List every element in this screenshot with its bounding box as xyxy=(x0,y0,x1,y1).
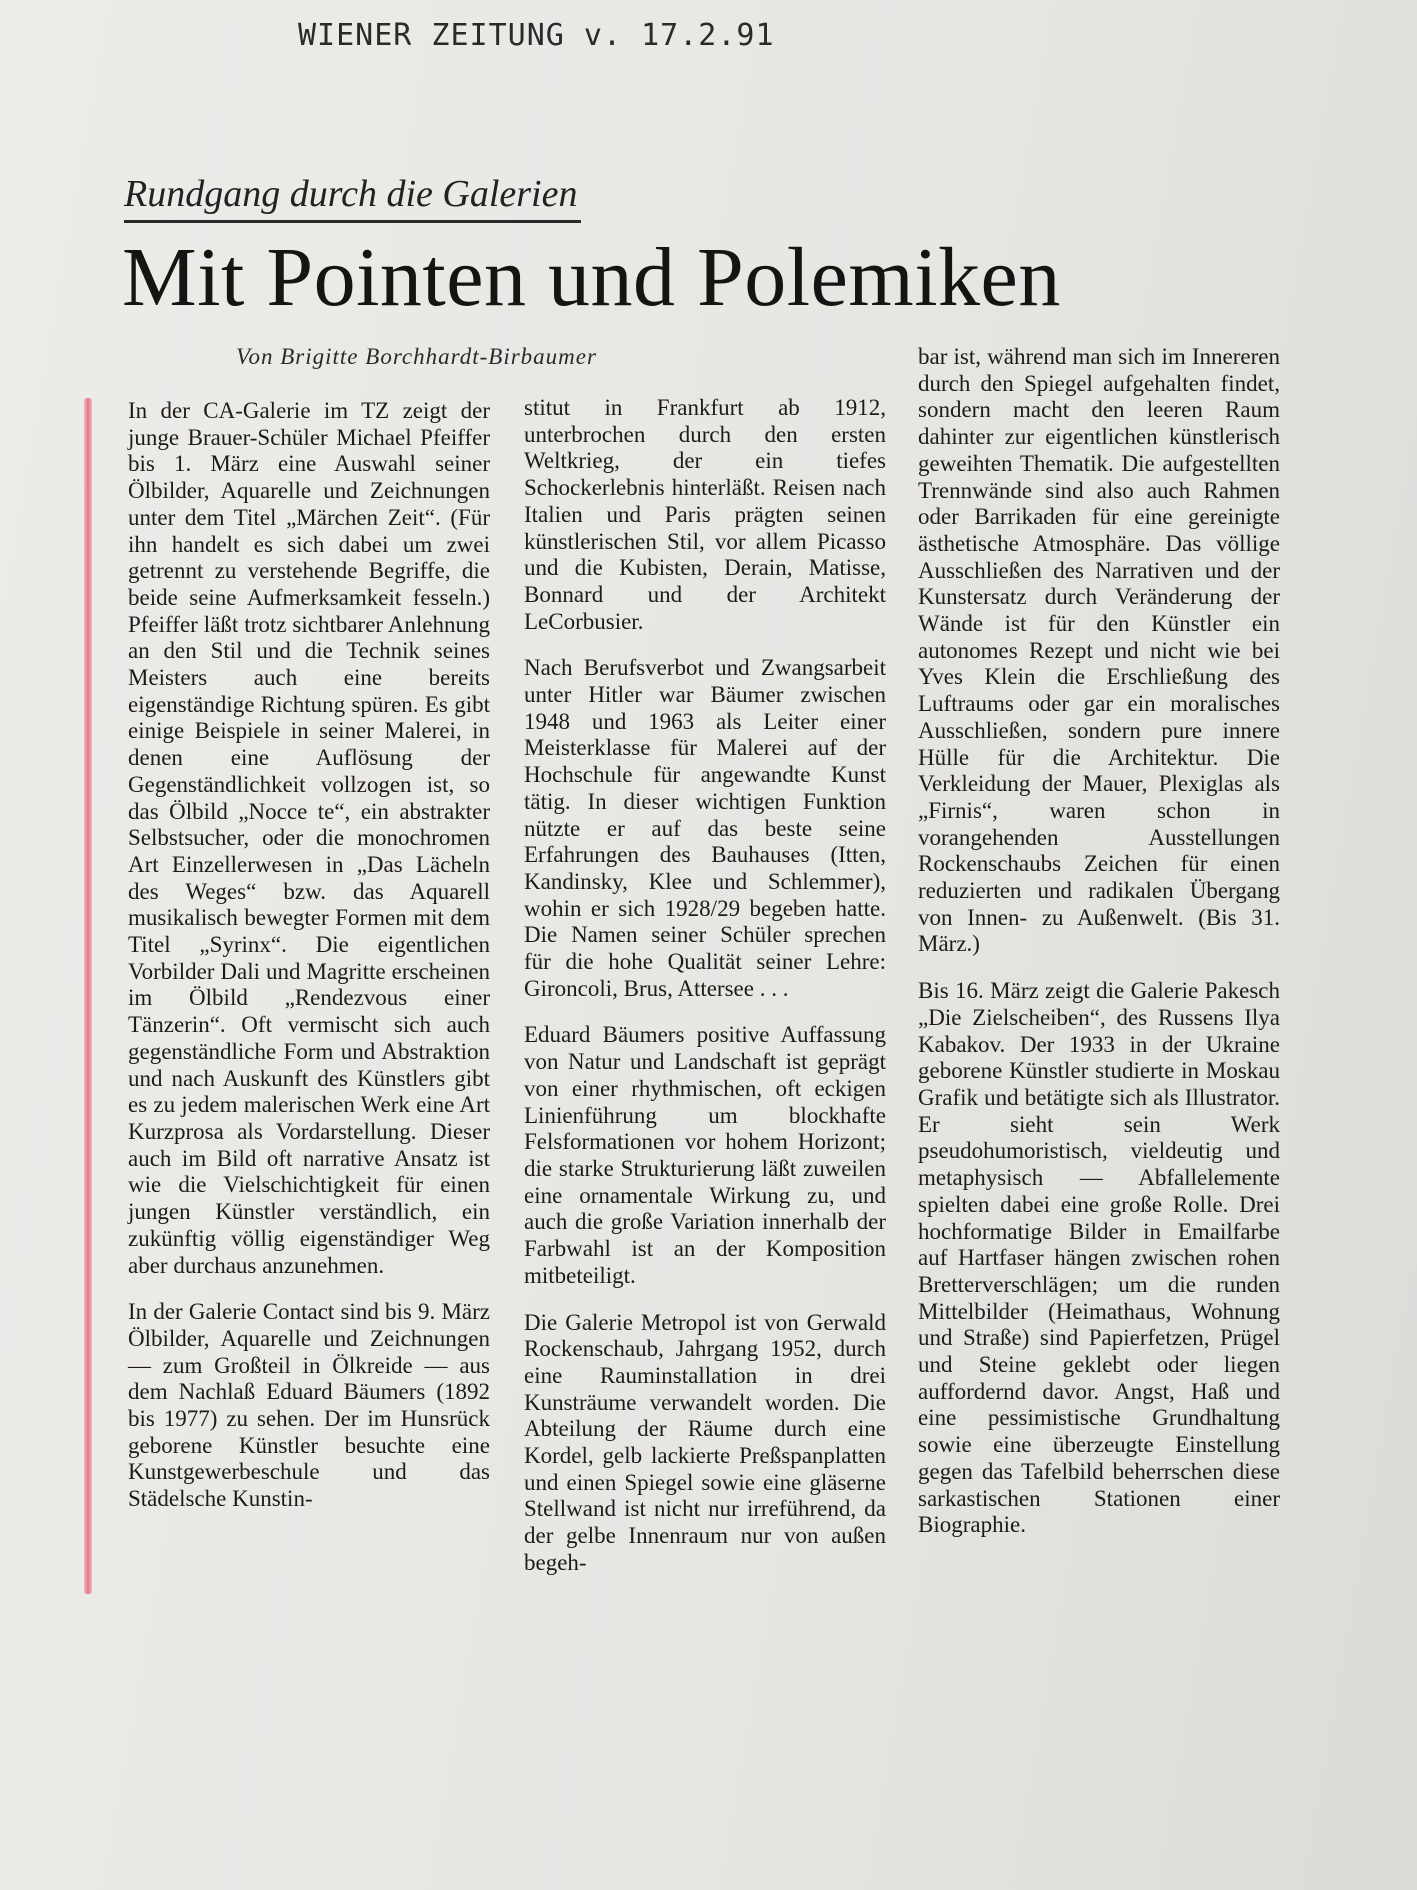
paragraph: Die Galerie Metropol ist von Gerwald Rockenschaub, Jahrgang 1952, durch eine Rauminstallation in drei Kunsträume verwandelt worden. Die Abteilung der Räume durch eine Kordel, gelb lackierte Preßspanplatten und einen Spiegel sowie eine gläserne Stellwand ist nicht nur irreführend, da der gelbe Innenraum nur von außen begeh- xyxy=(524,1309,886,1575)
paragraph: Nach Berufsverbot und Zwangsarbeit unter Hitler war Bäumer zwischen 1948 und 1963 als Leiter einer Meisterklasse für Malerei auf der Hochschule für angewandte Kunst tätig. In dieser wichtigen Funktion nützte er auf das beste seine Erfahrungen des Bauhauses (Itten, Kandinsky, Klee und Schlemmer), wohin er sich 1928/29 begeben hatte. Die Namen seiner Schüler sprechen für die hohe Qualität seiner Lehre: Gironcoli, Brus, Attersee . . . xyxy=(524,655,886,1001)
byline: Von Brigitte Borchhardt-Birbaumer xyxy=(236,344,597,369)
paragraph: In der Galerie Contact sind bis 9. März Ölbilder, Aquarelle und Zeichnungen — zum Großteil in Ölkreide — aus dem Nachlaß Eduard Bäumers (1892 bis 1977) zu sehen. Der im Hunsrück geborene Künstler besuchte eine Kunstgewerbeschule und das Städelsche Kunstin- xyxy=(128,1299,490,1512)
section-kicker: Rundgang durch die Galerien xyxy=(124,172,581,223)
article-column-2 xyxy=(524,395,886,1597)
paragraph: Eduard Bäumers positive Auffassung von Natur und Landschaft ist geprägt von einer rhythmischen, oft eckigen Linienführung um blockhafte Felsformationen vor hohem Horizont; die starke Strukturierung läßt zuweilen eine ornamentale Wirkung zu, und auch die große Variation innerhalb der Farbwahl ist an der Komposition mitbeteiligt. xyxy=(524,1022,886,1288)
article-headline: Mit Pointen und Polemiken xyxy=(122,231,1061,324)
paragraph: stitut in Frankfurt ab 1912, unterbrochen durch den ersten Weltkrieg, der ein tiefes Schockerlebnis hinterläßt. Reisen nach Italien und Paris prägten seinen künstlerischen Stil, vor allem Picasso und die Kubisten, Derain, Matisse, Bonnard und der Architekt LeCorbusier. xyxy=(524,395,886,634)
paragraph: Bis 16. März zeigt die Galerie Pakesch „Die Zielscheiben“, des Russens Ilya Kabakov. Der 1933 in der Ukraine geborene Künstler studierte in Moskau Grafik und betätigte sich als Illustrator. Er sieht sein Werk pseudohumoristisch, vieldeutig und metaphysisch — Abfallelemente spielten dabei eine große Rolle. Drei hochformatige Bilder in Emailfarbe auf Hartfaser hängen zwischen rohen Bretterverschlägen; um die runden Mittelbilder (Heimathaus, Wohnung und Straße) sind Papierfetzen, Prügel und Steine geklebt oder liegen auffordernd davor. Angst, Haß und eine pessimistische Grundhaltung sowie eine überzeugte Einstellung gegen das Tafelbild beherrschen diese sarkastischen Stationen einer Biographie. xyxy=(918,978,1280,1538)
paragraph: bar ist, während man sich im Innereren durch den Spiegel aufgehalten findet, sondern macht den leeren Raum dahinter zur eigentlichen künstlerisch geweihten Thematik. Die aufgestellten Trennwände sind also auch Rahmen oder Barrikaden für eine gereinigte ästhetische Atmosphäre. Das völlige Ausschließen des Narrativen und der Kunstersatz durch Veränderung der Wände ist für den Künstler ein autonomes Rezept und nicht wie bei Yves Klein die Erschließung des Luftraums oder gar ein moralisches Ausschließen, sondern pure innere Hülle für die Architektur. Die Verkleidung der Mauer, Plexiglas als „Firnis“, waren schon in vorangehenden Ausstellungen Rockenschaubs Zeichen für einen reduzierten und radikalen Übergang von Innen- zu Außenwelt. (Bis 31. März.) xyxy=(918,344,1280,957)
article-column-1 xyxy=(128,398,490,1533)
paragraph: In der CA-Galerie im TZ zeigt der junge Brauer-Schüler Michael Pfeiffer bis 1. März eine Auswahl seiner Ölbilder, Aquarelle und Zeichnungen unter dem Titel „Märchen Zeit“. (Für ihn handelt es sich dabei um zwei getrennt zu verstehende Begriffe, die beide seine Aufmerksamkeit fesseln.) Pfeiffer läßt trotz sichtbarer Anlehnung an den Stil und die Technik seines Meisters auch eine bereits eigenständige Richtung spüren. Es gibt einige Beispiele in seiner Malerei, in denen eine Auflösung der Gegenständlichkeit vollzogen ist, so das Ölbild „Nocce te“, ein abstrakter Selbstsucher, oder die monochromen Art Einzellerwesen in „Das Lächeln des Weges“ bzw. das Aquarell musikalisch bewegter Formen mit dem Titel „Syrinx“. Die eigentlichen Vorbilder Dali und Magritte erscheinen im Ölbild „Rendezvous einer Tänzerin“. Oft vermischt sich auch gegenständliche Form und Abstraktion und nach Auskunft des Künstlers gibt es zu jedem malerischen Werk eine Art Kurzprosa als Vordarstellung. Dieser auch im Bild oft narrative Ansatz ist wie die Vielschichtigkeit für einen jungen Künstler verständlich, ein zukünftig völlig eigenständiger Weg aber durchaus anzunehmen. xyxy=(128,398,490,1278)
red-marker-line xyxy=(84,398,92,1594)
source-stamp: WIENER ZEITUNG v. 17.2.91 xyxy=(298,18,775,53)
article-column-3 xyxy=(918,344,1280,1559)
